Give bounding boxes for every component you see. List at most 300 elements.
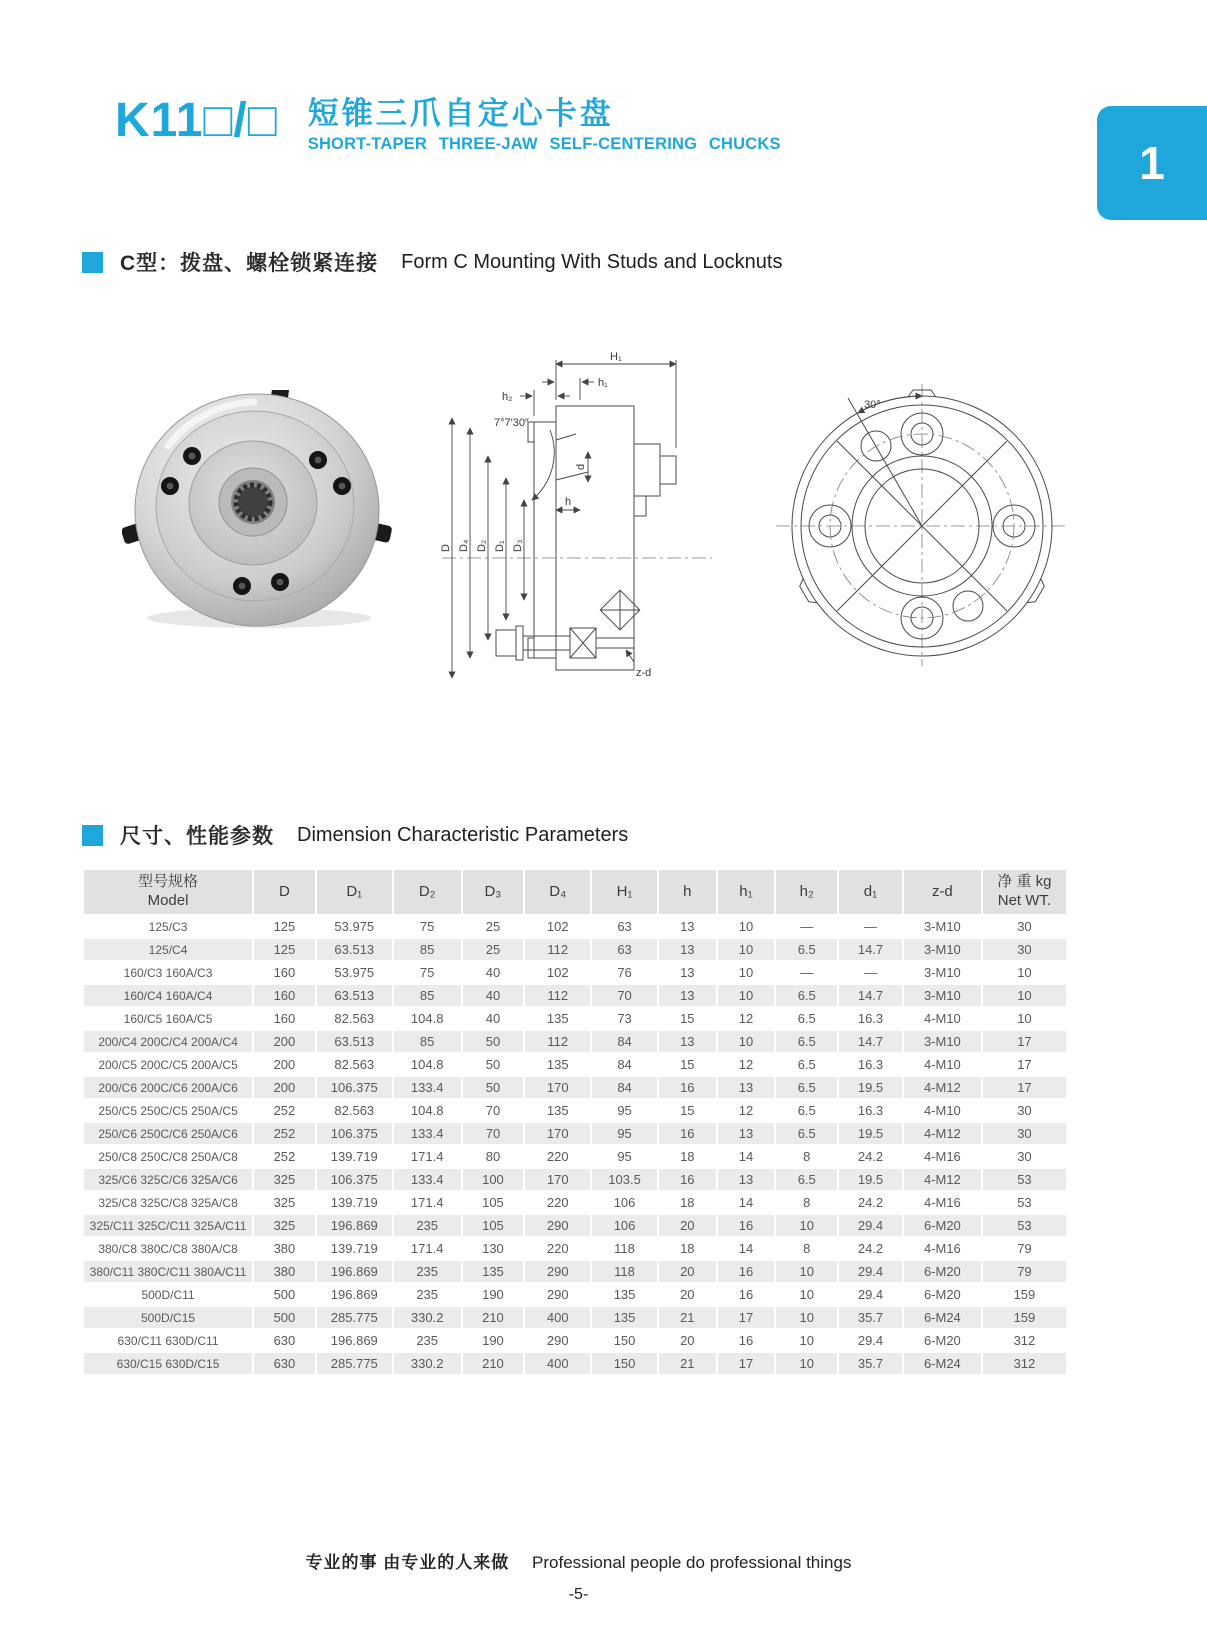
table-cell: 630: [253, 1352, 316, 1375]
table-cell: 4-M16: [903, 1145, 982, 1168]
table-cell: 160: [253, 1007, 316, 1030]
mounting-heading-cn: C型：拨盘、螺栓锁紧连接: [120, 252, 379, 275]
table-row: [83, 984, 1067, 1007]
table-cell: 13: [658, 1030, 717, 1053]
table-cell: 50: [462, 1053, 525, 1076]
chapter-tab: [1097, 106, 1207, 220]
table-cell: 380: [253, 1260, 316, 1283]
chuck-photo: [122, 390, 392, 639]
table-cell: 13: [658, 915, 717, 938]
table-cell: 160: [253, 984, 316, 1007]
table-cell: 104.8: [393, 1099, 462, 1122]
table-cell: 75: [393, 961, 462, 984]
table-row: [83, 915, 1067, 938]
model-cell: 630/C15 630D/C15: [83, 1352, 253, 1375]
table-cell: 6-M20: [903, 1214, 982, 1237]
table-cell: 14: [717, 1145, 776, 1168]
table-cell: —: [775, 961, 838, 984]
table-cell: 285.775: [316, 1352, 393, 1375]
column-header-zd: z-d: [903, 869, 982, 915]
table-cell: 500: [253, 1283, 316, 1306]
table-cell: 106.375: [316, 1122, 393, 1145]
model-cell: 325/C8 325C/C8 325A/C8: [83, 1191, 253, 1214]
table-cell: 53: [982, 1168, 1067, 1191]
table-cell: 16: [717, 1214, 776, 1237]
table-cell: 4-M12: [903, 1122, 982, 1145]
table-cell: 84: [591, 1076, 658, 1099]
table-cell: 105: [462, 1214, 525, 1237]
table-cell: 10: [982, 961, 1067, 984]
dimensions-heading-cn: 尺寸、性能参数: [120, 825, 274, 848]
table-cell: 400: [524, 1306, 591, 1329]
table-cell: 18: [658, 1145, 717, 1168]
table-cell: 330.2: [393, 1352, 462, 1375]
table-cell: 130: [462, 1237, 525, 1260]
table-cell: 30: [982, 938, 1067, 961]
table-cell: 170: [524, 1122, 591, 1145]
table-cell: 53: [982, 1191, 1067, 1214]
table-cell: 3-M10: [903, 938, 982, 961]
table-cell: 21: [658, 1306, 717, 1329]
table-cell: 220: [524, 1145, 591, 1168]
section-view-drawing: [438, 348, 716, 691]
front-view-drawing: [772, 378, 1070, 675]
table-cell: 13: [717, 1168, 776, 1191]
table-cell: 220: [524, 1237, 591, 1260]
table-cell: 135: [524, 1053, 591, 1076]
table-cell: 30: [982, 915, 1067, 938]
table-cell: 20: [658, 1283, 717, 1306]
table-row: [83, 938, 1067, 961]
model-cell: 250/C5 250C/C5 250A/C5: [83, 1099, 253, 1122]
table-cell: 15: [658, 1099, 717, 1122]
table-cell: 6-M20: [903, 1283, 982, 1306]
table-cell: 6.5: [775, 1122, 838, 1145]
table-cell: 150: [591, 1352, 658, 1375]
table-cell: 85: [393, 938, 462, 961]
dim-label-h2: h₂: [502, 391, 513, 403]
model-cell: 325/C11 325C/C11 325A/C11: [83, 1214, 253, 1237]
table-cell: 50: [462, 1030, 525, 1053]
table-cell: 63.513: [316, 1030, 393, 1053]
model-cell: 160/C5 160A/C5: [83, 1007, 253, 1030]
table-cell: 135: [524, 1007, 591, 1030]
table-cell: 40: [462, 984, 525, 1007]
table-cell: 63: [591, 915, 658, 938]
table-cell: 10: [775, 1283, 838, 1306]
table-cell: 8: [775, 1191, 838, 1214]
table-cell: 14.7: [838, 938, 903, 961]
column-header-d1: d₁: [838, 869, 903, 915]
table-cell: 20: [658, 1214, 717, 1237]
table-cell: 16: [658, 1168, 717, 1191]
dim-label-zd: z-d: [636, 667, 652, 679]
table-row: [83, 1260, 1067, 1283]
table-cell: 53: [982, 1214, 1067, 1237]
column-header-h: h: [658, 869, 717, 915]
table-cell: —: [775, 915, 838, 938]
table-cell: 30: [982, 1099, 1067, 1122]
table-cell: 76: [591, 961, 658, 984]
table-cell: 12: [717, 1099, 776, 1122]
table-cell: 3-M10: [903, 961, 982, 984]
table-cell: 630: [253, 1329, 316, 1352]
table-row: [83, 1122, 1067, 1145]
table-cell: 200: [253, 1076, 316, 1099]
table-row: [83, 1329, 1067, 1352]
table-cell: 103.5: [591, 1168, 658, 1191]
model-cell: 125/C3: [83, 915, 253, 938]
title-block: [308, 96, 781, 154]
table-cell: 252: [253, 1145, 316, 1168]
table-cell: 3-M10: [903, 984, 982, 1007]
table-cell: 10: [775, 1329, 838, 1352]
section-view-graphic: [438, 348, 716, 686]
table-cell: 16: [717, 1283, 776, 1306]
table-row: [83, 1099, 1067, 1122]
table-cell: 84: [591, 1053, 658, 1076]
table-cell: 102: [524, 915, 591, 938]
table-cell: 29.4: [838, 1283, 903, 1306]
table-cell: 17: [717, 1306, 776, 1329]
table-cell: 16.3: [838, 1053, 903, 1076]
table-cell: 16: [658, 1076, 717, 1099]
table-cell: 6-M20: [903, 1329, 982, 1352]
table-row: [83, 1145, 1067, 1168]
table-row: [83, 1030, 1067, 1053]
column-header-D3: D₃: [462, 869, 525, 915]
table-row: [83, 1168, 1067, 1191]
table-row: [83, 1007, 1067, 1030]
table-cell: 235: [393, 1214, 462, 1237]
table-cell: 29.4: [838, 1214, 903, 1237]
table-cell: 106.375: [316, 1168, 393, 1191]
column-header-h2: h₂: [775, 869, 838, 915]
table-cell: 100: [462, 1168, 525, 1191]
table-cell: 312: [982, 1352, 1067, 1375]
table-cell: 290: [524, 1329, 591, 1352]
table-cell: 16: [717, 1329, 776, 1352]
column-header-H1: H₁: [591, 869, 658, 915]
table-cell: 13: [658, 961, 717, 984]
table-cell: 171.4: [393, 1237, 462, 1260]
table-cell: 3-M10: [903, 915, 982, 938]
table-cell: 170: [524, 1168, 591, 1191]
table-cell: 220: [524, 1191, 591, 1214]
page-number: -5-: [568, 1586, 589, 1603]
dim-label-h: h: [565, 496, 572, 508]
table-cell: 95: [591, 1122, 658, 1145]
table-cell: 118: [591, 1237, 658, 1260]
column-header-D1: D₁: [316, 869, 393, 915]
table-cell: 3-M10: [903, 1030, 982, 1053]
table-cell: 400: [524, 1352, 591, 1375]
table-cell: 35.7: [838, 1306, 903, 1329]
table-cell: 8: [775, 1145, 838, 1168]
model-cell: 200/C4 200C/C4 200A/C4: [83, 1030, 253, 1053]
table-cell: 17: [982, 1030, 1067, 1053]
table-cell: 150: [591, 1329, 658, 1352]
table-cell: 19.5: [838, 1168, 903, 1191]
table-cell: 63.513: [316, 938, 393, 961]
table-cell: 112: [524, 938, 591, 961]
table-cell: 82.563: [316, 1099, 393, 1122]
table-cell: 235: [393, 1283, 462, 1306]
column-header-D2: D₂: [393, 869, 462, 915]
table-cell: 6.5: [775, 1007, 838, 1030]
dim-label-30deg: 30°: [864, 399, 881, 411]
table-row: [83, 1191, 1067, 1214]
table-cell: 139.719: [316, 1191, 393, 1214]
table-cell: 19.5: [838, 1076, 903, 1099]
table-cell: 190: [462, 1283, 525, 1306]
table-cell: 380: [253, 1237, 316, 1260]
table-cell: —: [838, 915, 903, 938]
table-cell: 106.375: [316, 1076, 393, 1099]
column-header-D: D: [253, 869, 316, 915]
table-cell: 4-M10: [903, 1053, 982, 1076]
table-cell: 106: [591, 1214, 658, 1237]
dim-label-h1: h₁: [598, 377, 608, 389]
table-cell: 104.8: [393, 1053, 462, 1076]
table-cell: 4-M12: [903, 1168, 982, 1191]
table-cell: 125: [253, 938, 316, 961]
model-cell: 325/C6 325C/C6 325A/C6: [83, 1168, 253, 1191]
table-row: [83, 1306, 1067, 1329]
table-cell: 70: [591, 984, 658, 1007]
section-bullet-icon: [82, 825, 103, 846]
table-cell: 17: [982, 1053, 1067, 1076]
table-cell: 70: [462, 1122, 525, 1145]
table-cell: 4-M16: [903, 1191, 982, 1214]
model-cell: 250/C8 250C/C8 250A/C8: [83, 1145, 253, 1168]
table-cell: 75: [393, 915, 462, 938]
table-cell: 35.7: [838, 1352, 903, 1375]
table-cell: 10: [717, 1030, 776, 1053]
table-cell: 290: [524, 1283, 591, 1306]
table-cell: 285.775: [316, 1306, 393, 1329]
table-cell: 6.5: [775, 1030, 838, 1053]
table-cell: 196.869: [316, 1214, 393, 1237]
table-cell: 171.4: [393, 1191, 462, 1214]
table-cell: 10: [982, 1007, 1067, 1030]
table-cell: 10: [717, 938, 776, 961]
table-cell: 210: [462, 1352, 525, 1375]
parameters-table: [82, 868, 1068, 1376]
table-cell: 135: [591, 1283, 658, 1306]
column-header-model: [83, 869, 253, 915]
table-cell: 25: [462, 938, 525, 961]
table-cell: 24.2: [838, 1237, 903, 1260]
table-cell: 4-M10: [903, 1007, 982, 1030]
table-cell: 4-M12: [903, 1076, 982, 1099]
table-cell: 95: [591, 1145, 658, 1168]
column-header-net-weight: [982, 869, 1067, 915]
dim-label-D: D: [440, 544, 452, 552]
table-cell: 6.5: [775, 1099, 838, 1122]
table-cell: 290: [524, 1214, 591, 1237]
table-cell: 20: [658, 1260, 717, 1283]
table-cell: 104.8: [393, 1007, 462, 1030]
dim-label-taper-angle: 7°7′30″: [494, 417, 529, 429]
table-cell: 6-M20: [903, 1260, 982, 1283]
table-cell: 235: [393, 1329, 462, 1352]
table-cell: 170: [524, 1076, 591, 1099]
table-cell: 252: [253, 1122, 316, 1145]
table-cell: 20: [658, 1329, 717, 1352]
table-cell: 10: [717, 984, 776, 1007]
dim-label-H1: H₁: [610, 351, 622, 363]
model-cell: 125/C4: [83, 938, 253, 961]
table-cell: 10: [775, 1214, 838, 1237]
table-cell: 25: [462, 915, 525, 938]
table-cell: 50: [462, 1076, 525, 1099]
table-cell: 10: [982, 984, 1067, 1007]
dim-label-D4: D₄: [458, 539, 470, 552]
section-heading-mounting: [82, 247, 782, 277]
table-cell: 63: [591, 938, 658, 961]
table-cell: 13: [717, 1076, 776, 1099]
table-cell: 63.513: [316, 984, 393, 1007]
table-row: [83, 1352, 1067, 1375]
model-cell: 500D/C11: [83, 1283, 253, 1306]
table-cell: 15: [658, 1007, 717, 1030]
table-cell: 105: [462, 1191, 525, 1214]
footer-slogan-en: Professional people do professional things: [532, 1553, 852, 1572]
table-cell: 40: [462, 1007, 525, 1030]
dimensions-table: [82, 868, 1068, 1376]
table-cell: 112: [524, 984, 591, 1007]
table-cell: 312: [982, 1329, 1067, 1352]
table-cell: 133.4: [393, 1168, 462, 1191]
model-cell: 200/C5 200C/C5 200A/C5: [83, 1053, 253, 1076]
model-cell: 630/C11 630D/C11: [83, 1329, 253, 1352]
table-cell: 200: [253, 1053, 316, 1076]
mounting-heading-en: Form C Mounting With Studs and Locknuts: [401, 250, 783, 273]
table-cell: 6.5: [775, 1168, 838, 1191]
table-cell: 139.719: [316, 1145, 393, 1168]
table-cell: 210: [462, 1306, 525, 1329]
table-cell: 125: [253, 915, 316, 938]
chapter-number: 1: [1139, 137, 1165, 189]
table-cell: 53.975: [316, 961, 393, 984]
table-row: [83, 1214, 1067, 1237]
dimensions-heading-en: Dimension Characteristic Parameters: [297, 823, 629, 846]
footer-slogan-cn: 专业的事 由专业的人来做: [305, 1553, 510, 1572]
table-cell: 159: [982, 1283, 1067, 1306]
table-cell: 18: [658, 1237, 717, 1260]
table-cell: 10: [717, 961, 776, 984]
table-cell: 6.5: [775, 1076, 838, 1099]
table-row: [83, 961, 1067, 984]
dim-label-D3: D₃: [512, 539, 524, 552]
table-cell: 325: [253, 1191, 316, 1214]
table-cell: 133.4: [393, 1122, 462, 1145]
table-cell: 85: [393, 1030, 462, 1053]
table-cell: 18: [658, 1191, 717, 1214]
table-cell: 14.7: [838, 984, 903, 1007]
table-cell: 16.3: [838, 1007, 903, 1030]
table-cell: 252: [253, 1099, 316, 1122]
table-row: [83, 1283, 1067, 1306]
table-cell: 29.4: [838, 1329, 903, 1352]
page-title-en: SHORT-TAPER THREE-JAW SELF-CENTERING CHUCKS: [307, 134, 781, 153]
table-cell: 24.2: [838, 1145, 903, 1168]
table-cell: 235: [393, 1260, 462, 1283]
table-cell: 30: [982, 1122, 1067, 1145]
section-heading-dimensions: [82, 820, 628, 850]
table-cell: 159: [982, 1306, 1067, 1329]
table-cell: 160: [253, 961, 316, 984]
table-cell: 19.5: [838, 1122, 903, 1145]
table-cell: 13: [717, 1122, 776, 1145]
table-cell: 80: [462, 1145, 525, 1168]
table-cell: 6.5: [775, 984, 838, 1007]
column-header-D4: D₄: [524, 869, 591, 915]
table-cell: 29.4: [838, 1260, 903, 1283]
table-cell: 70: [462, 1099, 525, 1122]
table-cell: 24.2: [838, 1191, 903, 1214]
series-code: K11□/□: [115, 94, 278, 147]
table-cell: 12: [717, 1053, 776, 1076]
table-cell: 84: [591, 1030, 658, 1053]
table-cell: 16.3: [838, 1099, 903, 1122]
table-cell: 196.869: [316, 1283, 393, 1306]
table-cell: 290: [524, 1260, 591, 1283]
page-title-cn: 短锥三爪自定心卡盘: [307, 96, 614, 131]
table-cell: 14: [717, 1237, 776, 1260]
table-cell: 118: [591, 1260, 658, 1283]
table-cell: 325: [253, 1168, 316, 1191]
footer-slogan: [0, 1548, 1157, 1573]
table-cell: 200: [253, 1030, 316, 1053]
table-cell: 190: [462, 1329, 525, 1352]
table-row: [83, 1237, 1067, 1260]
table-cell: 21: [658, 1352, 717, 1375]
model-cell: 160/C4 160A/C4: [83, 984, 253, 1007]
table-cell: 82.563: [316, 1007, 393, 1030]
table-cell: 135: [591, 1306, 658, 1329]
table-cell: 4-M16: [903, 1237, 982, 1260]
chuck-photo-graphic: [122, 390, 392, 634]
table-cell: 13: [658, 938, 717, 961]
table-cell: 106: [591, 1191, 658, 1214]
table-cell: 16: [658, 1122, 717, 1145]
table-cell: 4-M10: [903, 1099, 982, 1122]
table-cell: 135: [524, 1099, 591, 1122]
model-header-cn: 型号规格: [138, 873, 199, 891]
dim-label-D1: D₁: [494, 540, 506, 552]
table-cell: 133.4: [393, 1076, 462, 1099]
table-cell: 330.2: [393, 1306, 462, 1329]
table-cell: 79: [982, 1260, 1067, 1283]
model-cell: 500D/C15: [83, 1306, 253, 1329]
table-cell: 171.4: [393, 1145, 462, 1168]
table-cell: 15: [658, 1053, 717, 1076]
table-cell: 40: [462, 961, 525, 984]
table-cell: 196.869: [316, 1260, 393, 1283]
table-cell: 10: [775, 1306, 838, 1329]
table-cell: 135: [462, 1260, 525, 1283]
table-cell: 10: [775, 1260, 838, 1283]
table-cell: 85: [393, 984, 462, 1007]
model-cell: 380/C8 380C/C8 380A/C8: [83, 1237, 253, 1260]
table-row: [83, 1053, 1067, 1076]
table-cell: 6.5: [775, 938, 838, 961]
table-cell: 14: [717, 1191, 776, 1214]
table-cell: 73: [591, 1007, 658, 1030]
model-cell: 250/C6 250C/C6 250A/C6: [83, 1122, 253, 1145]
